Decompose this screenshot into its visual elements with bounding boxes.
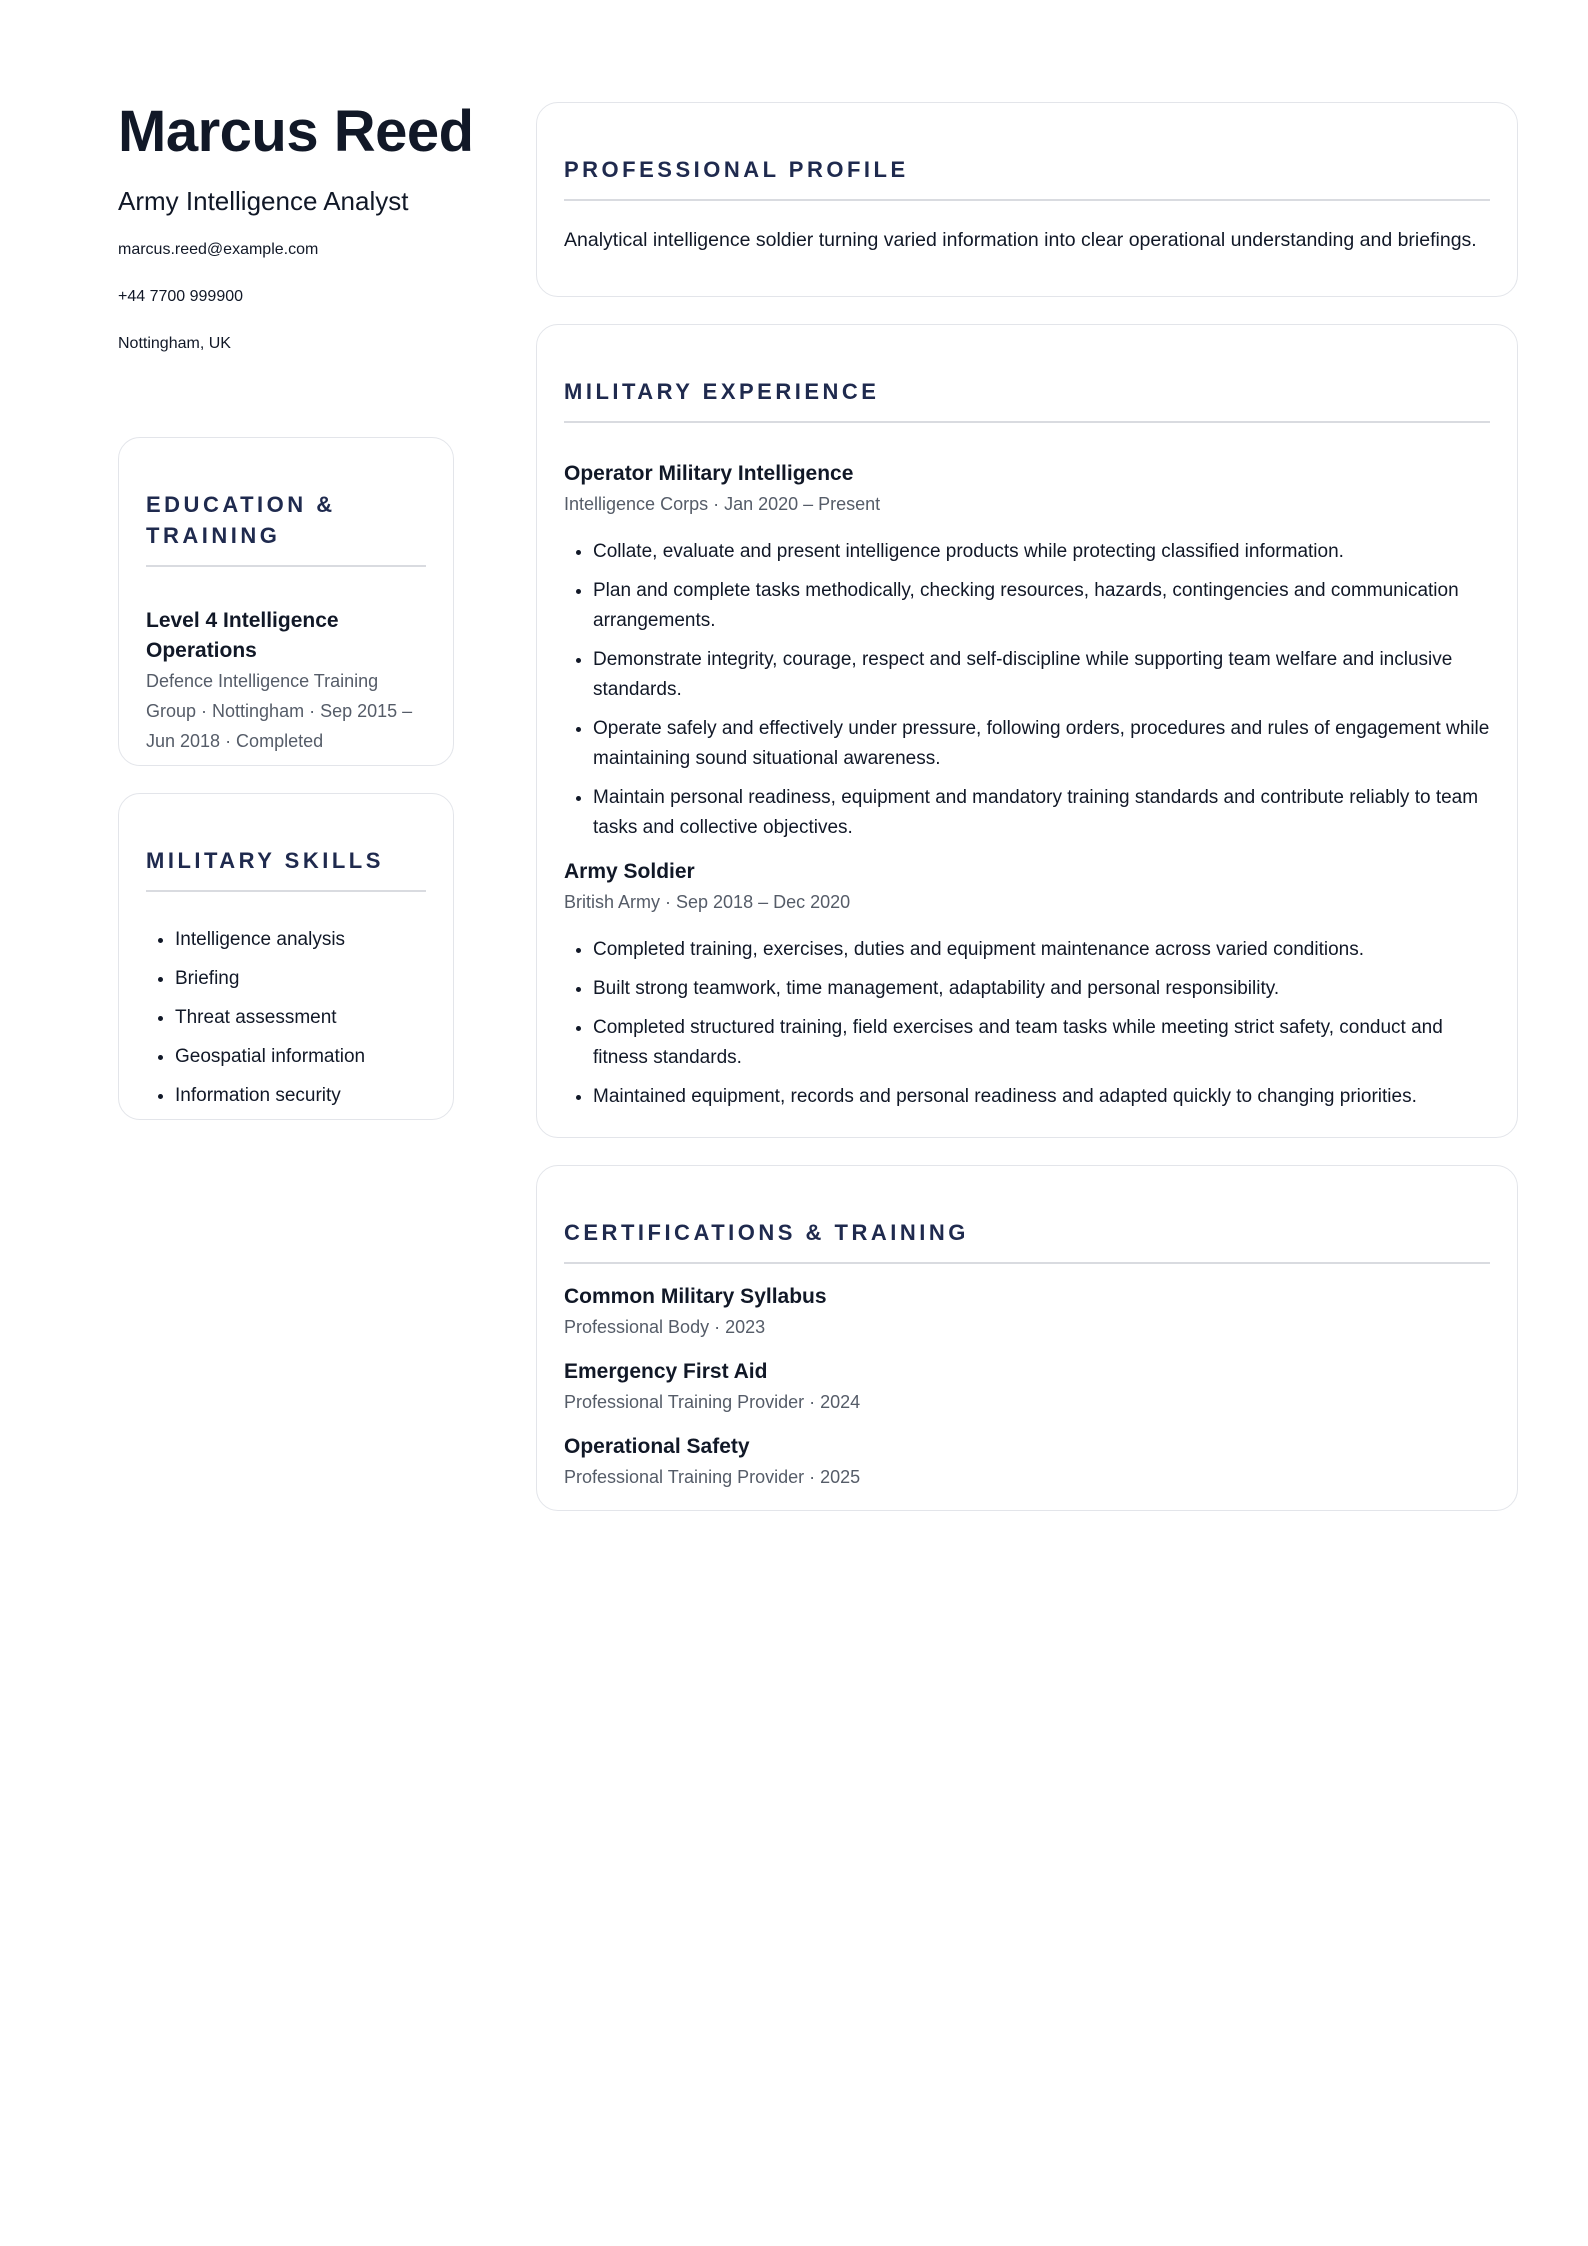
contact-email[interactable]: marcus.reed@example.com bbox=[118, 240, 319, 258]
job-bullets bbox=[564, 935, 1490, 1112]
right-column bbox=[536, 102, 1518, 1511]
profile-heading: PROFESSIONAL PROFILE bbox=[564, 154, 1490, 201]
job-bullet: • Completed training, exercises, duties and equipment maintenance across varied conditions. bbox=[593, 935, 1490, 965]
job-bullet: • Maintained equipment, records and personal readiness and adapted quickly to changing priorities. bbox=[593, 1082, 1490, 1112]
job-bullet: • Completed structured training, field exercises and team tasks while meeting strict safety, conduct and fitness standards. bbox=[593, 1013, 1490, 1073]
profile-card bbox=[536, 102, 1518, 297]
certification-meta: Professional Training Provider · 2025 bbox=[564, 1467, 861, 1487]
certification-item bbox=[564, 1357, 1490, 1417]
education-heading: EDUCATION & TRAINING bbox=[146, 489, 426, 567]
skill-item: • Threat assessment bbox=[175, 1003, 426, 1033]
job-bullet: • Demonstrate integrity, courage, respect and self-discipline while supporting team welfare and inclusive standards. bbox=[593, 645, 1490, 705]
job-bullet: • Collate, evaluate and present intelligence products while protecting classified information. bbox=[593, 537, 1490, 567]
certification-item bbox=[564, 1432, 1490, 1492]
experience-heading: MILITARY EXPERIENCE bbox=[564, 376, 1490, 423]
education-item-meta: Defence Intelligence Training Group · Nottingham · Sep 2015 – Jun 2018 · Completed bbox=[146, 670, 413, 751]
skills-list bbox=[146, 925, 426, 1111]
certifications-list bbox=[564, 1282, 1490, 1492]
profile-text: Analytical intelligence soldier turning varied information into clear operational understanding and briefings. bbox=[564, 229, 1477, 251]
job-bullets bbox=[564, 537, 1490, 843]
job-title: Army Soldier bbox=[564, 860, 695, 883]
certification-title: Common Military Syllabus bbox=[564, 1285, 827, 1308]
job-title: Operator Military Intelligence bbox=[564, 462, 854, 485]
skill-item: • Briefing bbox=[175, 964, 426, 994]
contact-location: Nottingham, UK bbox=[118, 334, 231, 352]
left-column bbox=[118, 99, 474, 1120]
certification-title: Emergency First Aid bbox=[564, 1360, 768, 1383]
job-bullet: • Operate safely and effectively under pressure, following orders, procedures and rules of engagement while maintaining sound situational awareness. bbox=[593, 714, 1490, 774]
education-card bbox=[118, 437, 454, 766]
contact-phone[interactable]: +44 7700 999900 bbox=[118, 287, 244, 305]
skill-item: • Intelligence analysis bbox=[175, 925, 426, 955]
contact-list bbox=[118, 241, 454, 353]
job-entry bbox=[564, 459, 1490, 843]
education-item bbox=[146, 606, 426, 756]
certification-title: Operational Safety bbox=[564, 1435, 750, 1458]
certification-meta: Professional Body · 2023 bbox=[564, 1317, 766, 1337]
job-entry bbox=[564, 857, 1490, 1112]
candidate-name: Marcus Reed bbox=[118, 99, 474, 164]
certification-meta: Professional Training Provider · 2024 bbox=[564, 1392, 861, 1412]
certifications-heading: CERTIFICATIONS & TRAINING bbox=[564, 1217, 1490, 1264]
job-meta: British Army · Sep 2018 – Dec 2020 bbox=[564, 892, 851, 912]
job-meta: Intelligence Corps · Jan 2020 – Present bbox=[564, 494, 881, 514]
experience-card bbox=[536, 324, 1518, 1138]
job-bullet: • Plan and complete tasks methodically, checking resources, hazards, contingencies and communication arrangements. bbox=[593, 576, 1490, 636]
skills-card bbox=[118, 793, 454, 1120]
job-bullet: • Built strong teamwork, time management, adaptability and personal responsibility. bbox=[593, 974, 1490, 1004]
skill-item: • Information security bbox=[175, 1081, 426, 1111]
job-title: Army Intelligence Analyst bbox=[118, 185, 409, 216]
job-bullet: • Maintain personal readiness, equipment and mandatory training standards and contribute reliably to team tasks and collective objectives. bbox=[593, 783, 1490, 843]
skill-item: • Geospatial information bbox=[175, 1042, 426, 1072]
education-item-title: Level 4 Intelligence Operations bbox=[146, 608, 339, 662]
certification-item bbox=[564, 1282, 1490, 1342]
skills-heading: MILITARY SKILLS bbox=[146, 845, 426, 892]
certifications-card bbox=[536, 1165, 1518, 1511]
